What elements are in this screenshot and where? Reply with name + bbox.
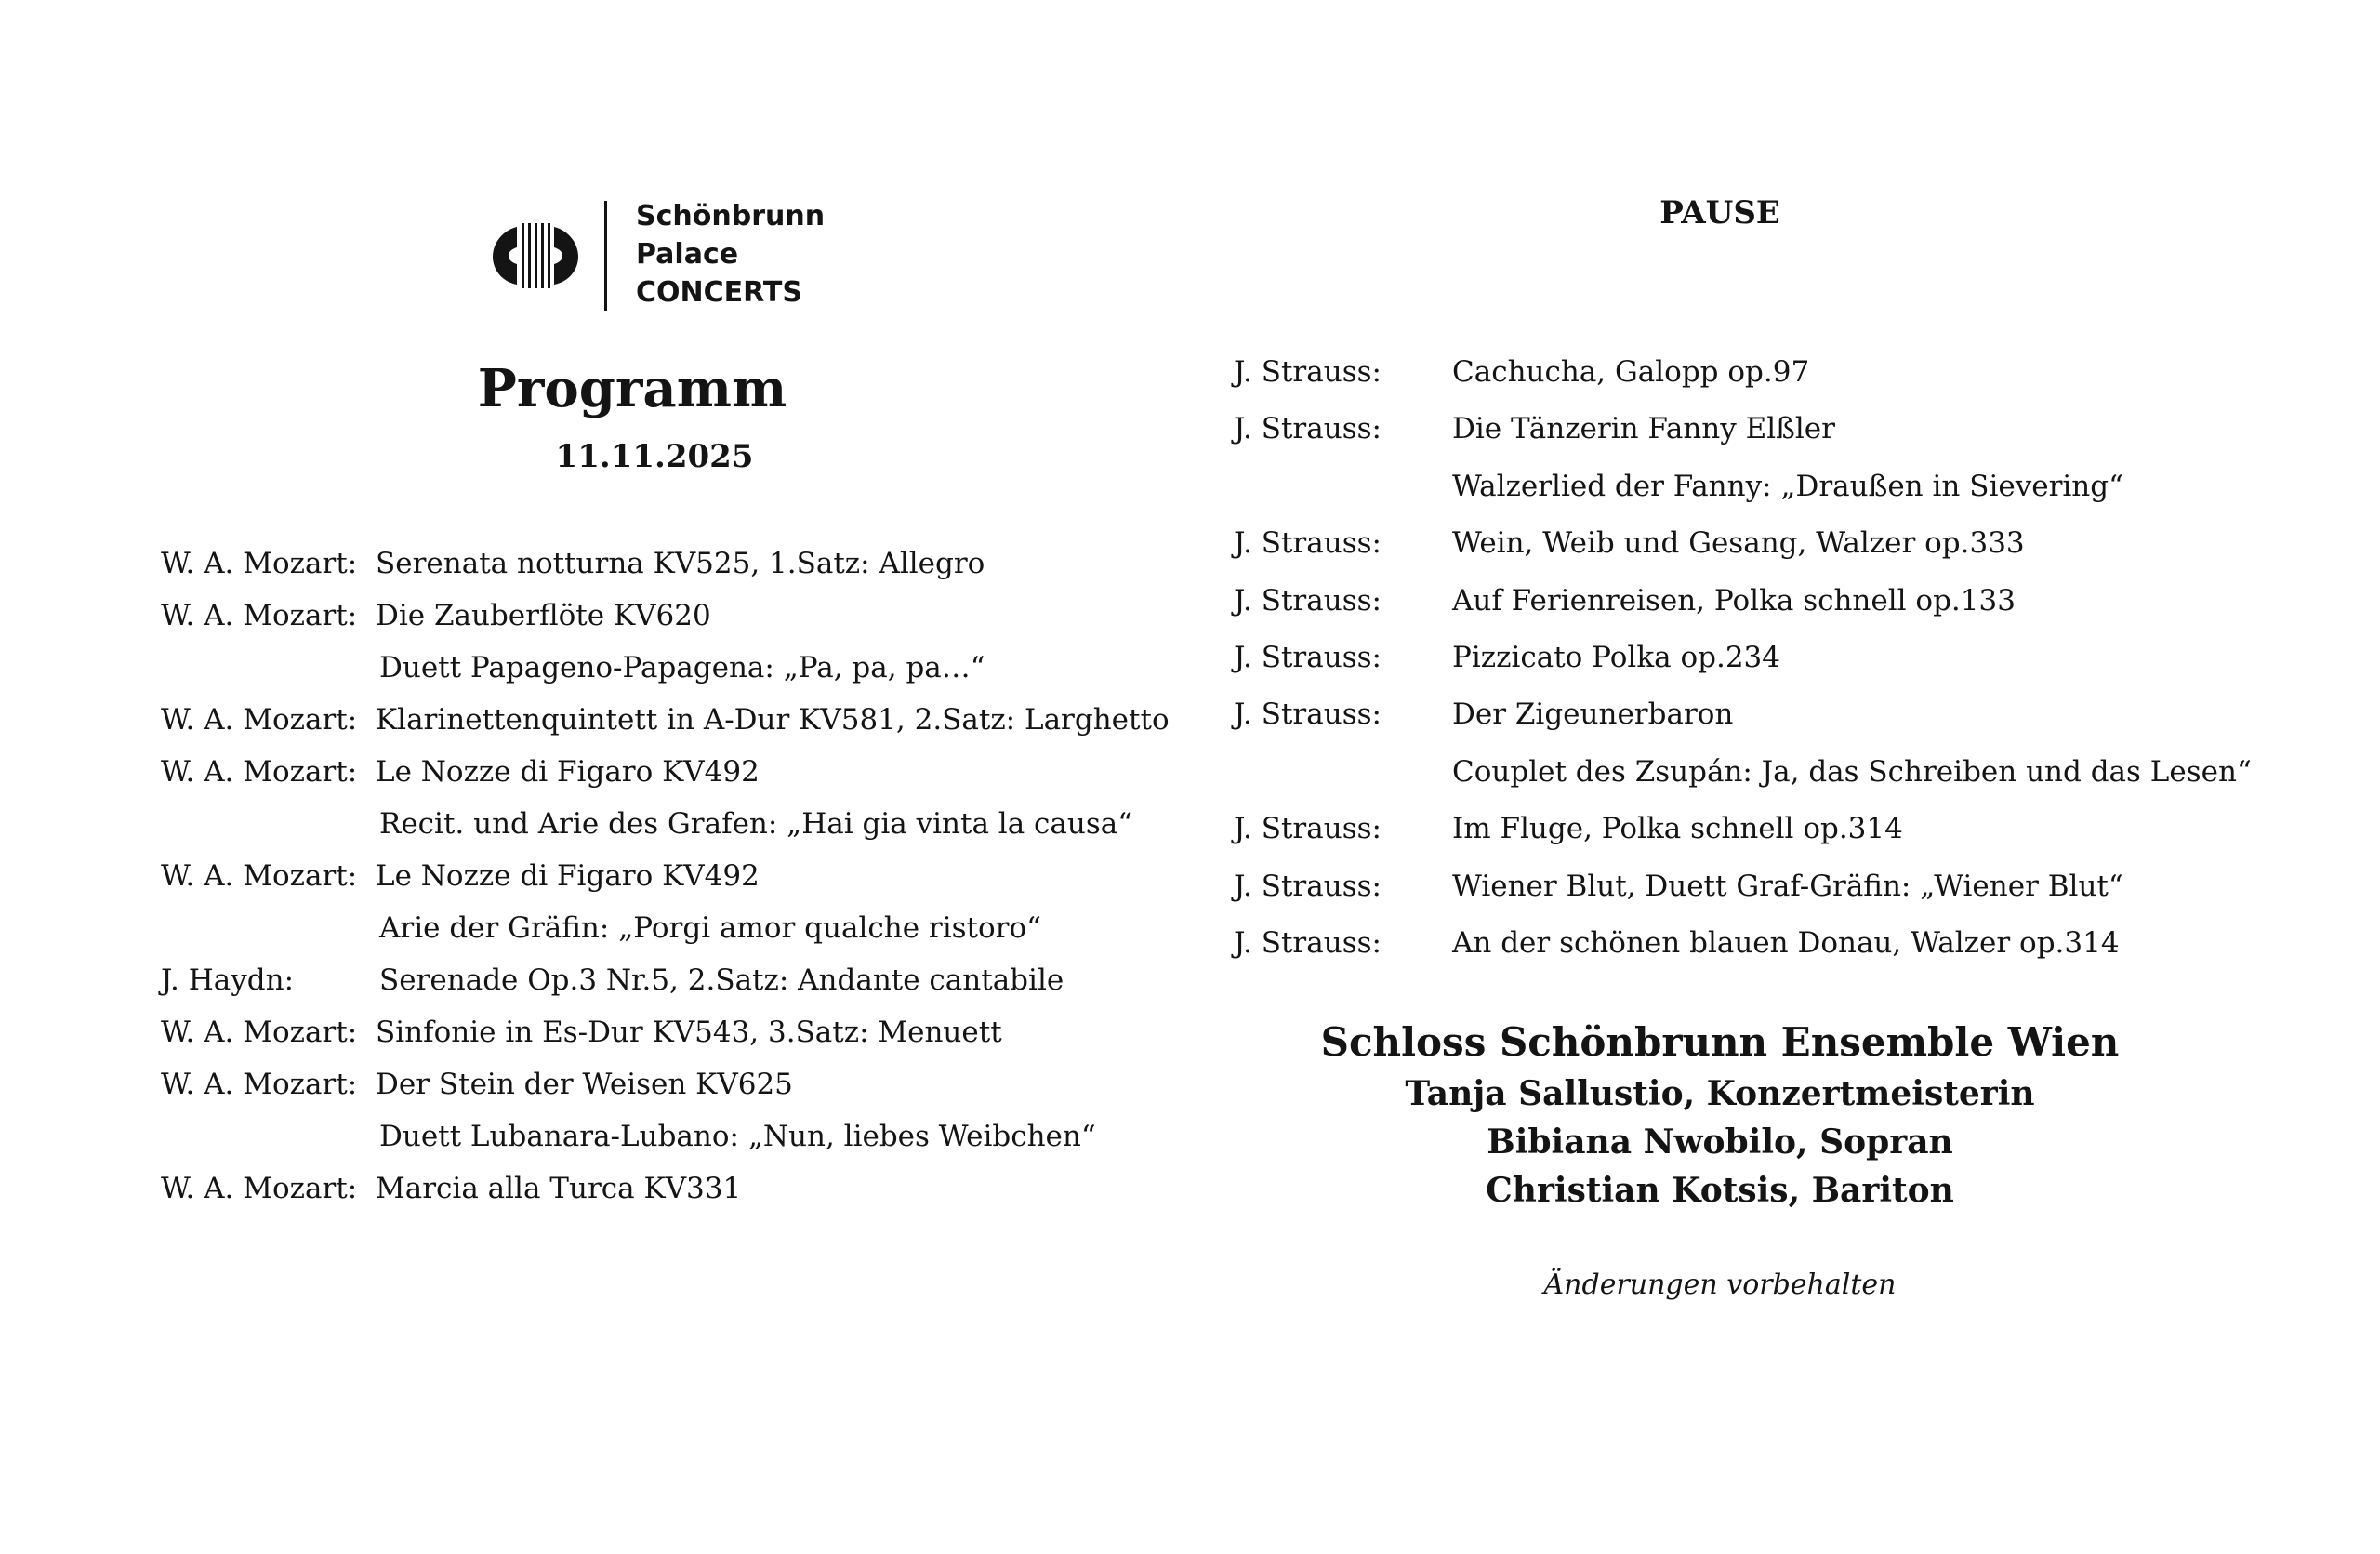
program-row [1234,858,2303,915]
program-row [1234,515,2303,572]
program-row [161,954,1230,1006]
work-title: Die Tänzerin Fanny Elßler [1452,412,1835,446]
composer: J. Strauss: [1234,869,1382,903]
program-row [1234,630,2303,686]
composer: J. Strauss: [1234,412,1382,446]
work-subtitle: Walzerlied der Fanny: „Draußen in Sievering“ [1452,469,2123,503]
ensemble-member: Bibiana Nwobilo, Sopran [1487,1122,1953,1162]
composer: J. Haydn: [161,963,295,997]
work-title: Wiener Blut, Duett Graf-Gräfin: „Wiener Blut“ [1452,869,2123,903]
work-title: Pizzicato Polka op.234 [1452,640,1781,674]
composer: W. A. Mozart: [161,1016,358,1049]
work-title: Cachucha, Galopp op.97 [1452,355,1810,389]
composer: J. Strauss: [1234,640,1382,674]
work-title: Sinfonie in Es-Dur KV543, 3.Satz: Menuett [376,1016,1002,1049]
work-title: Der Zigeunerbaron [1452,697,1734,732]
logo-line: CONCERTS [636,276,802,309]
logo-line: Schönbrunn [636,200,826,232]
work-title: Der Stein der Weisen KV625 [376,1068,793,1101]
concert-date: 11.11.2025 [555,438,754,475]
ensemble-name: Schloss Schönbrunn Ensemble Wien [1320,1019,2120,1065]
work-title: Serenata notturna KV525, 1.Satz: Allegro [376,547,985,580]
program-row [161,1058,1230,1110]
composer: W. A. Mozart: [161,1068,358,1101]
pause-heading: PAUSE [1659,194,1780,232]
work-subtitle: Duett Lubanara-Lubano: „Nun, liebes Weibchen“ [379,1120,1096,1153]
logo [493,197,865,318]
schoenbrunn-logo-icon [493,223,578,288]
page-title: Programm [477,358,787,419]
work-title: Serenade Op.3 Nr.5, 2.Satz: Andante cantabile [379,963,1064,997]
work-subtitle: Arie der Gräfin: „Porgi amor qualche ristoro“ [379,911,1041,945]
program-row [1234,344,2303,401]
work-subtitle: Duett Papageno-Papagena: „Pa, pa, pa…“ [379,651,985,684]
program-row [161,1006,1230,1058]
work-subtitle: Couplet des Zsupán: Ja, das Schreiben und das Lesen“ [1452,754,2252,789]
composer: J. Strauss: [1234,812,1382,846]
program-row [161,746,1230,798]
composer: W. A. Mozart: [161,1172,358,1205]
composer: J. Strauss: [1234,925,1382,960]
work-title: Le Nozze di Figaro KV492 [376,859,760,893]
work-title: An der schönen blauen Donau, Walzer op.314 [1452,925,2120,960]
composer: W. A. Mozart: [161,859,358,893]
program-row [1234,744,2303,801]
ensemble-credits [1302,1016,2138,1215]
program-row [1234,458,2303,515]
program-row [161,798,1230,850]
work-subtitle: Recit. und Arie des Grafen: „Hai gia vinta la causa“ [379,807,1133,841]
work-title: Marcia alla Turca KV331 [376,1172,742,1205]
program-list-first-half [161,538,1230,1215]
program-row [161,642,1230,694]
work-title: Auf Ferienreisen, Polka schnell op.133 [1452,583,2016,618]
composer: J. Strauss: [1234,355,1382,389]
program-row [1234,401,2303,458]
program-row [161,590,1230,642]
program-row [1234,573,2303,630]
logo-divider [604,201,607,311]
logo-line: Palace [636,238,739,271]
program-row [161,694,1230,746]
program-row [1234,686,2303,743]
composer: W. A. Mozart: [161,547,358,580]
ensemble-member: Christian Kotsis, Bariton [1486,1171,1954,1210]
ensemble-member: Tanja Sallustio, Konzertmeisterin [1405,1074,2035,1113]
logo-wordmark [636,197,825,312]
work-title: Die Zauberflöte KV620 [376,599,711,632]
work-title: Im Fluge, Polka schnell op.314 [1452,812,1903,846]
program-row [1234,801,2303,857]
work-title: Klarinettenquintett in A-Dur KV581, 2.Satz: Larghetto [376,703,1170,737]
program-row [161,1110,1230,1162]
composer: J. Strauss: [1234,583,1382,618]
composer: W. A. Mozart: [161,755,358,789]
work-title: Wein, Weib und Gesang, Walzer op.333 [1452,526,2025,561]
composer: J. Strauss: [1234,526,1382,561]
program-list-second-half [1234,344,2303,972]
work-title: Le Nozze di Figaro KV492 [376,755,760,789]
disclaimer-note: Änderungen vorbehalten [1543,1268,1897,1301]
program-row [161,1162,1230,1215]
program-row [161,850,1230,902]
composer: W. A. Mozart: [161,703,358,737]
program-row [1234,915,2303,972]
composer: W. A. Mozart: [161,599,358,632]
program-row [161,538,1230,590]
program-row [161,902,1230,954]
composer: J. Strauss: [1234,697,1382,732]
